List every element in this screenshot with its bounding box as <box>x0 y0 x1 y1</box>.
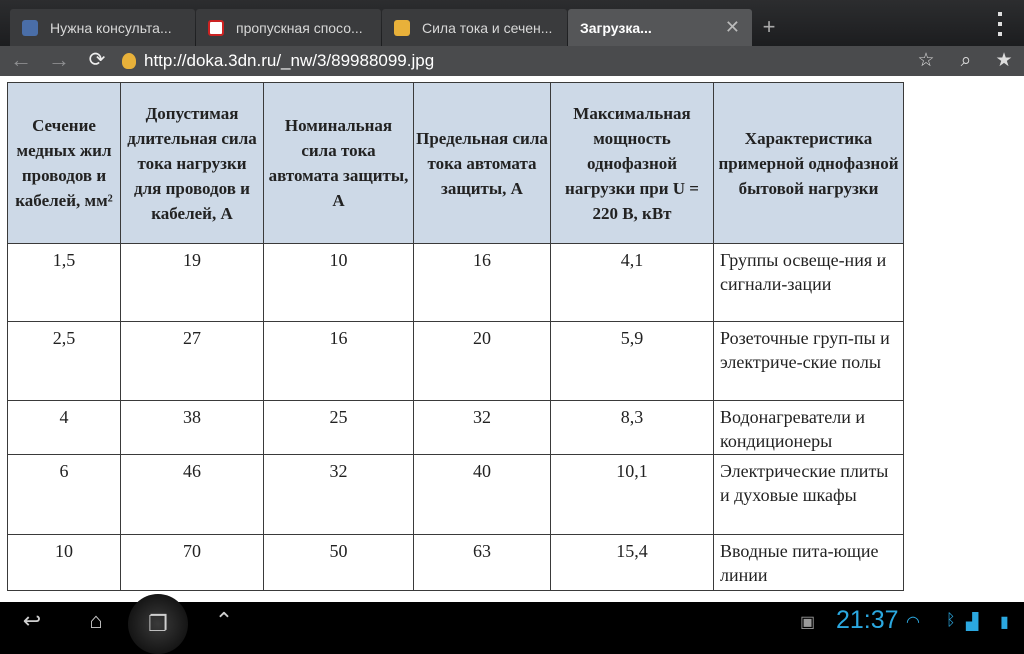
page-content <box>0 76 1024 602</box>
menu-up-icon[interactable]: ⌃ <box>214 608 234 633</box>
tab-2[interactable] <box>382 9 567 46</box>
table-row <box>8 322 904 401</box>
table-cell: 16 <box>414 244 551 322</box>
table-row <box>8 455 904 535</box>
forward-icon[interactable]: → <box>48 47 70 72</box>
tab-label: Сила тока и сечен... <box>422 19 553 36</box>
table-cell: 10 <box>264 244 414 322</box>
table-cell: 46 <box>121 455 264 535</box>
table-header-cell: Характеристика примерной однофазной бытовой нагрузки <box>714 83 904 244</box>
star-icon[interactable]: ☆ <box>917 50 935 71</box>
search-icon[interactable]: ⌕ <box>960 50 972 71</box>
close-icon[interactable]: ✕ <box>724 17 740 37</box>
home-icon[interactable]: ⌂ <box>89 608 103 633</box>
table-row <box>8 244 904 322</box>
table-cell: 70 <box>121 535 264 591</box>
table-cell: 32 <box>414 401 551 455</box>
table-row <box>8 535 904 591</box>
table-cell: 19 <box>121 244 264 322</box>
table-cell: 1,5 <box>8 244 121 322</box>
notification-icon[interactable]: ▣ <box>800 614 816 631</box>
table-header-cell: Номинальная сила тока автомата защиты, А <box>264 83 414 244</box>
tab-0[interactable] <box>10 9 195 46</box>
table-cell: 10 <box>8 535 121 591</box>
bookmarks-icon[interactable]: ★ <box>995 50 1013 71</box>
table-cell: 25 <box>264 401 414 455</box>
tab-active[interactable] <box>568 9 752 46</box>
pdf-icon <box>208 20 224 36</box>
table-cell: 6 <box>8 455 121 535</box>
table-cell: 2,5 <box>8 322 121 401</box>
table-cell: Водонагреватели и кондиционеры <box>714 401 904 455</box>
table-cell: 4 <box>8 401 121 455</box>
table-cell: 40 <box>414 455 551 535</box>
table-cell: 63 <box>414 535 551 591</box>
table-header-cell: Допустимая длительная сила тока нагрузки для проводов и кабелей, А <box>121 83 264 244</box>
table-cell: 5,9 <box>551 322 714 401</box>
vk-icon <box>22 20 38 36</box>
wire-section-table <box>7 82 904 591</box>
table-cell: Розеточные груп-пы и электриче-ские полы <box>714 322 904 401</box>
table-cell: Группы освеще-ния и сигнали-зации <box>714 244 904 322</box>
reload-icon[interactable]: ⟳ <box>88 49 106 71</box>
tab-1[interactable] <box>196 9 381 46</box>
tab-strip <box>0 0 1024 46</box>
back-nav-icon[interactable]: ↩ <box>22 608 42 633</box>
table-header-row <box>8 83 904 244</box>
table-cell: 38 <box>121 401 264 455</box>
back-icon[interactable]: ← <box>10 47 32 72</box>
table-cell: 4,1 <box>551 244 714 322</box>
table-cell: 20 <box>414 322 551 401</box>
table-header-cell: Предельная сила тока автомата защиты, А <box>414 83 551 244</box>
lightbulb-icon <box>394 20 410 36</box>
battery-icon: ▮ <box>1000 614 1009 631</box>
table-cell: 15,4 <box>551 535 714 591</box>
new-tab-button[interactable]: + <box>762 14 776 39</box>
signal-icon: ▟ <box>966 614 979 631</box>
table-cell: 50 <box>264 535 414 591</box>
recent-apps-icon[interactable]: ❐ <box>128 594 188 654</box>
table-cell: 8,3 <box>551 401 714 455</box>
bluetooth-icon: ᛒ <box>946 612 956 629</box>
menu-icon[interactable] <box>990 12 1010 36</box>
address-bar <box>0 46 1024 76</box>
table-cell: 10,1 <box>551 455 714 535</box>
lightbulb-icon <box>122 53 136 69</box>
url-input[interactable]: http://doka.3dn.ru/_nw/3/89988099.jpg <box>144 51 435 70</box>
table-row <box>8 401 904 455</box>
system-bar <box>0 602 1024 640</box>
tab-label: пропускная спосо... <box>236 19 363 36</box>
table-cell: 27 <box>121 322 264 401</box>
tab-label: Загрузка... <box>580 19 652 36</box>
clock: 21:37 <box>836 606 899 634</box>
table-cell: Вводные пита-ющие линии <box>714 535 904 591</box>
table-cell: Электрические плиты и духовые шкафы <box>714 455 904 535</box>
table-header-cell: Сечение медных жил проводов и кабелей, мм² <box>8 83 121 244</box>
table-cell: 16 <box>264 322 414 401</box>
tab-label: Нужна консульта... <box>50 19 172 36</box>
wifi-icon: ◠ <box>906 614 920 631</box>
table-cell: 32 <box>264 455 414 535</box>
table-header-cell: Максимальная мощность однофазной нагрузки при U = 220 В, кВт <box>551 83 714 244</box>
